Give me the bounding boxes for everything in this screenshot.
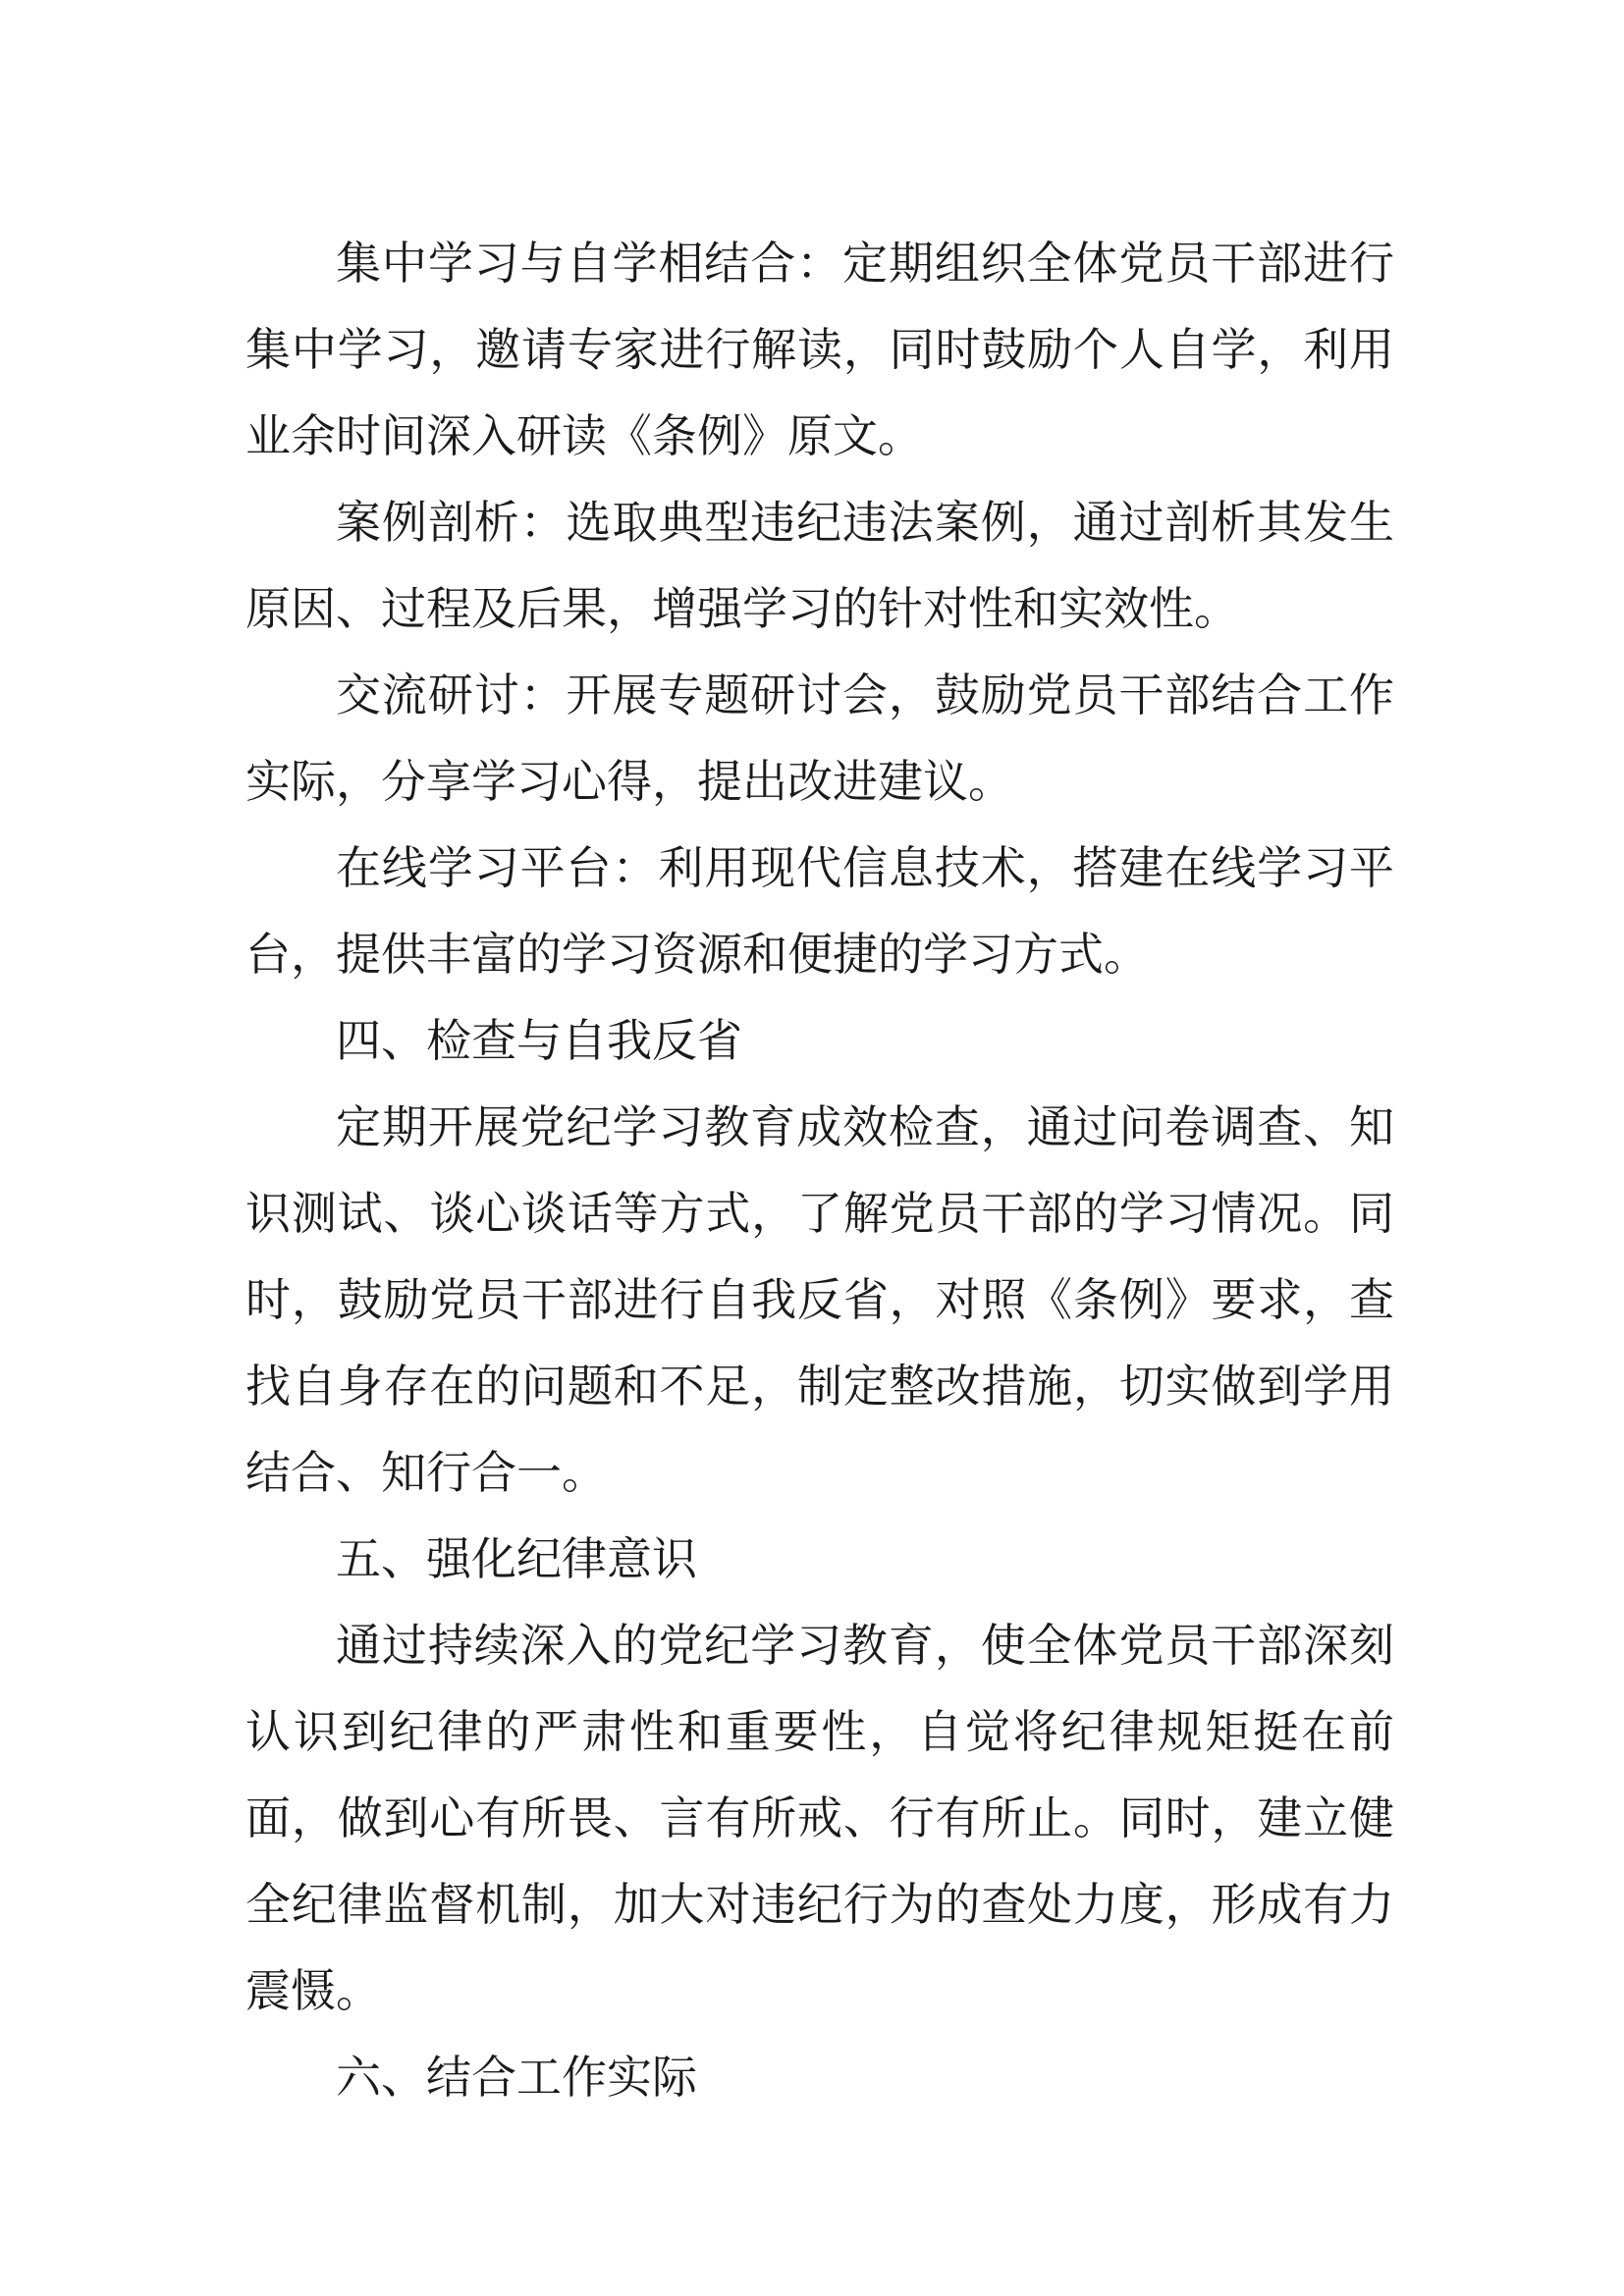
- section-heading-discipline: 五、强化纪律意识: [336, 1532, 697, 1585]
- paragraph-discipline: 通过持续深入的党纪学习教育，使全体党员干部深刻认识到纪律的严肃性和重要性，自觉将纪律规矩挺在前面，做到心有所畏、言有所戒、行有所止。同时，建立健全纪律监督机制，加大对违纪行为的查处力度，形成有力震慑。: [245, 1619, 1394, 2017]
- section-heading-inspection: 四、检查与自我反省: [336, 1014, 742, 1067]
- document-body: [245, 220, 1394, 2120]
- paragraph-inspection: 定期开展党纪学习教育成效检查，通过问卷调查、知识测试、谈心谈话等方式，了解党员干部的学习情况。同时，鼓励党员干部进行自我反省，对照《条例》要求，查找自身存在的问题和不足，制定整改措施，切实做到学用结合、知行合一。: [245, 1100, 1394, 1499]
- paragraph-case-analysis: 案例剖析：选取典型违纪违法案例，通过剖析其发生原因、过程及后果，增强学习的针对性和实效性。: [245, 496, 1394, 635]
- paragraph-online-platform: 在线学习平台：利用现代信息技术，搭建在线学习平台，提供丰富的学习资源和便捷的学习方式。: [245, 841, 1394, 981]
- section-heading-work-practice: 六、结合工作实际: [336, 2051, 697, 2104]
- paragraph-discussion: 交流研讨：开展专题研讨会，鼓励党员干部结合工作实际，分享学习心得，提出改进建议。: [245, 668, 1394, 808]
- paragraph-study-combination: 集中学习与自学相结合：定期组织全体党员干部进行集中学习，邀请专家进行解读，同时鼓励个人自学，利用业余时间深入研读《条例》原文。: [245, 237, 1394, 462]
